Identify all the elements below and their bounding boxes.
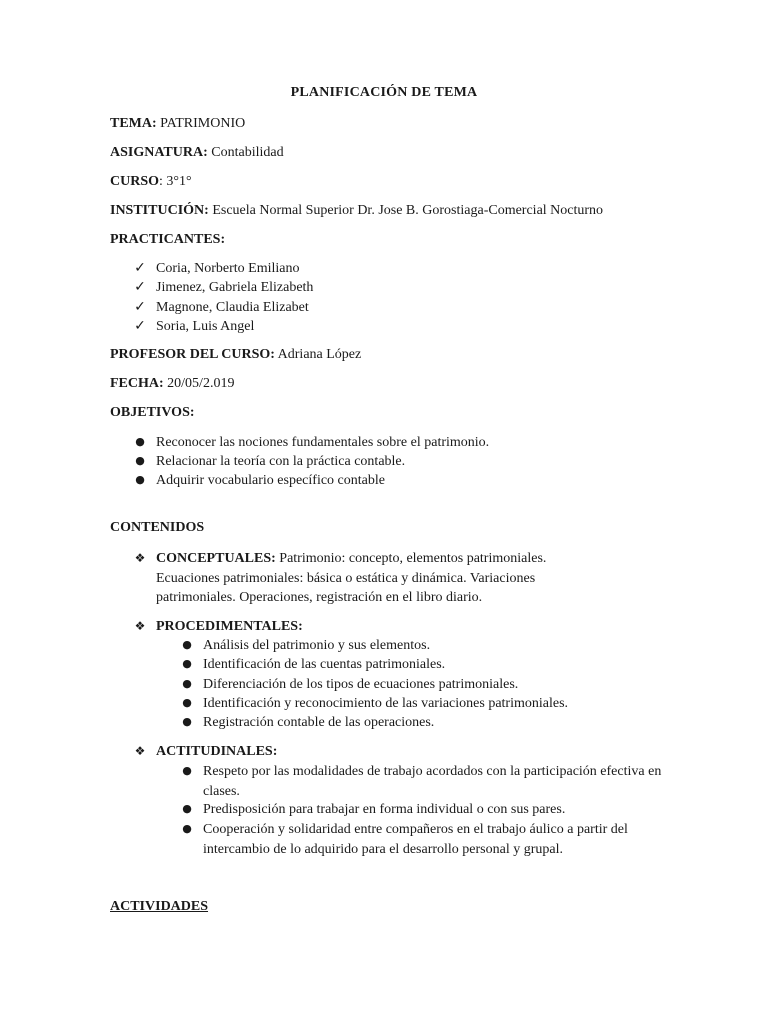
diamond-bullet-icon: ❖	[134, 744, 146, 758]
bullet-icon: ●	[135, 435, 145, 448]
conceptuales-line-3: patrimoniales. Operaciones, registración en el libro diario.	[156, 590, 483, 605]
field-institucion-value: Escuela Normal Superior Dr. Jose B. Gorostiaga-Comercial Nocturno	[212, 203, 604, 218]
objetivo-item: Relacionar la teoría con la práctica contable.	[156, 454, 406, 469]
field-profesor-label: PROFESOR DEL CURSO:	[110, 347, 275, 362]
field-tema-label: TEMA:	[110, 116, 157, 131]
procedimental-item: Análisis del patrimonio y sus elementos.	[203, 638, 431, 653]
bullet-icon: ●	[182, 764, 192, 777]
procedimental-item: Identificación de las cuentas patrimoniales.	[203, 657, 446, 672]
objetivo-item: Adquirir vocabulario específico contable	[156, 473, 385, 488]
procedimental-item: Identificación y reconocimiento de las variaciones patrimoniales.	[203, 696, 569, 711]
bullet-icon: ●	[135, 473, 145, 486]
field-fecha-value: 20/05/2.019	[167, 376, 235, 391]
practicante-item: Soria, Luis Angel	[156, 319, 255, 334]
bullet-icon: ●	[182, 696, 192, 709]
field-asignatura-value: Contabilidad	[211, 145, 284, 160]
actividades-heading: ACTIVIDADES	[110, 899, 209, 914]
field-tema	[110, 115, 245, 133]
diamond-bullet-icon: ❖	[134, 551, 146, 565]
field-fecha-label: FECHA:	[110, 376, 164, 391]
practicante-item: Magnone, Claudia Elizabet	[156, 300, 309, 315]
field-tema-value: PATRIMONIO	[160, 116, 246, 131]
diamond-bullet-icon: ❖	[134, 619, 146, 633]
field-curso	[110, 173, 192, 191]
procedimentales-label: PROCEDIMENTALES:	[156, 619, 303, 634]
field-objetivos	[110, 404, 195, 422]
field-asignatura	[110, 144, 284, 162]
field-objetivos-label: OBJETIVOS:	[110, 405, 195, 420]
check-icon: ✓	[134, 299, 146, 315]
page-title: PLANIFICACIÓN DE TEMA	[290, 85, 478, 100]
field-curso-value: : 3°1°	[159, 174, 192, 189]
conceptuales-text-1: Patrimonio: concepto, elementos patrimoniales.	[279, 551, 547, 566]
check-icon: ✓	[134, 279, 146, 295]
bullet-icon: ●	[182, 677, 192, 690]
bullet-icon: ●	[182, 802, 192, 815]
field-profesor	[110, 346, 361, 364]
conceptuales-label: CONCEPTUALES:	[156, 551, 276, 566]
practicante-item: Jimenez, Gabriela Elizabeth	[156, 280, 314, 295]
actitudinal-item: Respeto por las modalidades de trabajo acordados con la participación efectiva en clases.	[203, 764, 662, 799]
bullet-icon: ●	[182, 822, 192, 835]
conceptuales-line-1	[156, 549, 546, 569]
procedimental-item: Diferenciación de los tipos de ecuaciones patrimoniales.	[203, 677, 519, 692]
field-asignatura-label: ASIGNATURA:	[110, 145, 208, 160]
check-icon: ✓	[134, 318, 146, 334]
bullet-icon: ●	[135, 454, 145, 467]
field-profesor-value: Adriana López	[277, 347, 362, 362]
actitudinal-item: Cooperación y solidaridad entre compañeros en el trabajo áulico a partir del intercambio de lo adquirido para el desarrollo personal y grupal.	[203, 822, 628, 857]
actitudinal-item: Predisposición para trabajar en forma individual o con sus pares.	[203, 802, 566, 817]
field-fecha	[110, 375, 234, 393]
bullet-icon: ●	[182, 657, 192, 670]
field-curso-label: CURSO	[110, 174, 160, 189]
field-institucion	[110, 202, 603, 220]
field-practicantes	[110, 231, 225, 249]
bullet-icon: ●	[182, 715, 192, 728]
practicante-item: Coria, Norberto Emiliano	[156, 261, 300, 276]
bullet-icon: ●	[182, 638, 192, 651]
conceptuales-line-2: Ecuaciones patrimoniales: básica o estática y dinámica. Variaciones	[156, 571, 536, 586]
check-icon: ✓	[134, 260, 146, 276]
procedimental-item: Registración contable de las operaciones.	[203, 715, 435, 730]
actitudinales-label: ACTITUDINALES:	[156, 744, 278, 759]
field-institucion-label: INSTITUCIÓN:	[110, 203, 209, 218]
contenidos-heading: CONTENIDOS	[110, 520, 205, 535]
field-practicantes-label: PRACTICANTES:	[110, 232, 226, 247]
objetivo-item: Reconocer las nociones fundamentales sobre el patrimonio.	[156, 435, 490, 450]
